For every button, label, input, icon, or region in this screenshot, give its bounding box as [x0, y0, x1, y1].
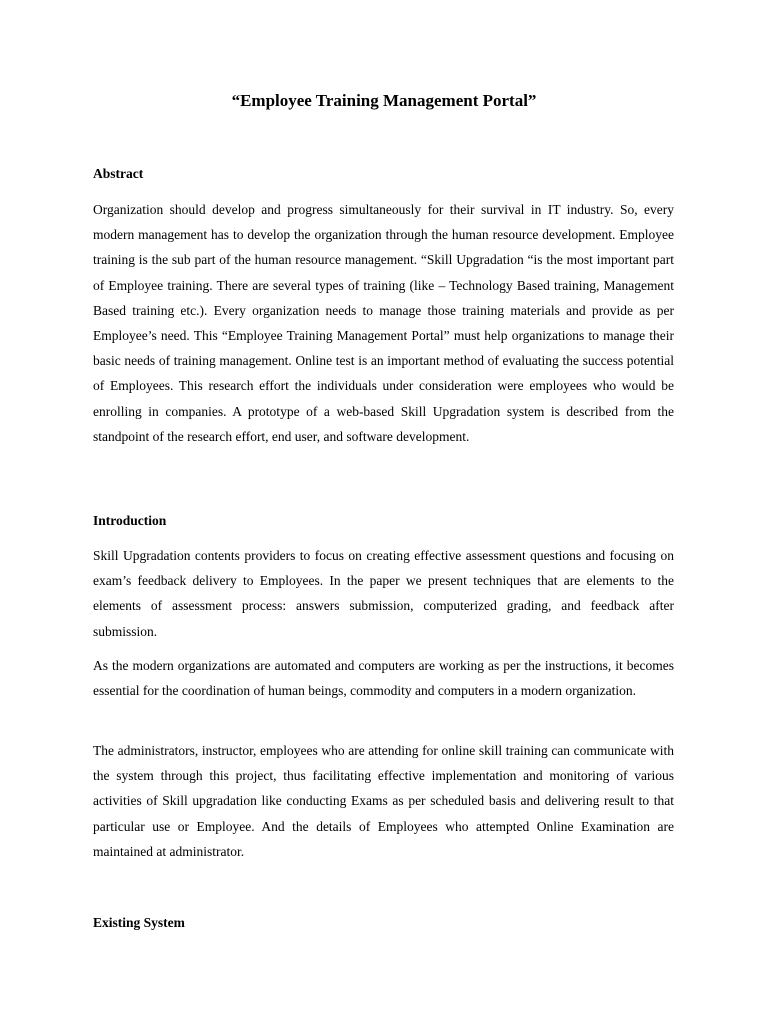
existing-system-heading: Existing System — [93, 915, 185, 930]
abstract-heading: Abstract — [93, 166, 144, 181]
document-title: “Employee Training Management Portal” — [231, 91, 537, 110]
introduction-paragraph-3: The administrators, instructor, employees who are attending for online skill training can communicate with the system through this project, thus facilitating effective implementation and monitoring of various activities of Skill upgradation like conducting Exams as per scheduled basis and delivering result to that particular use or Employee. And the details of Employees who attempted Online Examination are maintained at administrator. — [93, 743, 674, 859]
abstract-paragraph: Organization should develop and progress simultaneously for their survival in IT industry. So, every modern management has to develop the organization through the human resource development. Employee training is the sub part of the human resource management. “Skill Upgradation “is the most important part of Employee training. There are several types of training (like – Technology Based training, Management Based training etc.). Every organization needs to manage those training materials and provide as per Employee’s need. This “Employee Training Management Portal” must help organizations to manage their basic needs of training management. Online test is an important method of evaluating the success potential of Employees. This research effort the individuals under consideration were employees who would be enrolling in companies. A prototype of a web-based Skill Upgradation system is described from the standpoint of the research effort, end user, and software development. — [93, 202, 674, 444]
introduction-paragraph-2: As the modern organizations are automated and computers are working as per the instructions, it becomes essential for the coordination of human beings, commodity and computers in a modern organization. — [93, 658, 674, 699]
introduction-heading: Introduction — [93, 513, 167, 528]
introduction-paragraph-1: Skill Upgradation contents providers to focus on creating effective assessment questions and focusing on exam’s feedback delivery to Employees. In the paper we present techniques that are elements to the elements of assessment process: answers submission, computerized grading, and feedback after submission. — [93, 548, 674, 639]
